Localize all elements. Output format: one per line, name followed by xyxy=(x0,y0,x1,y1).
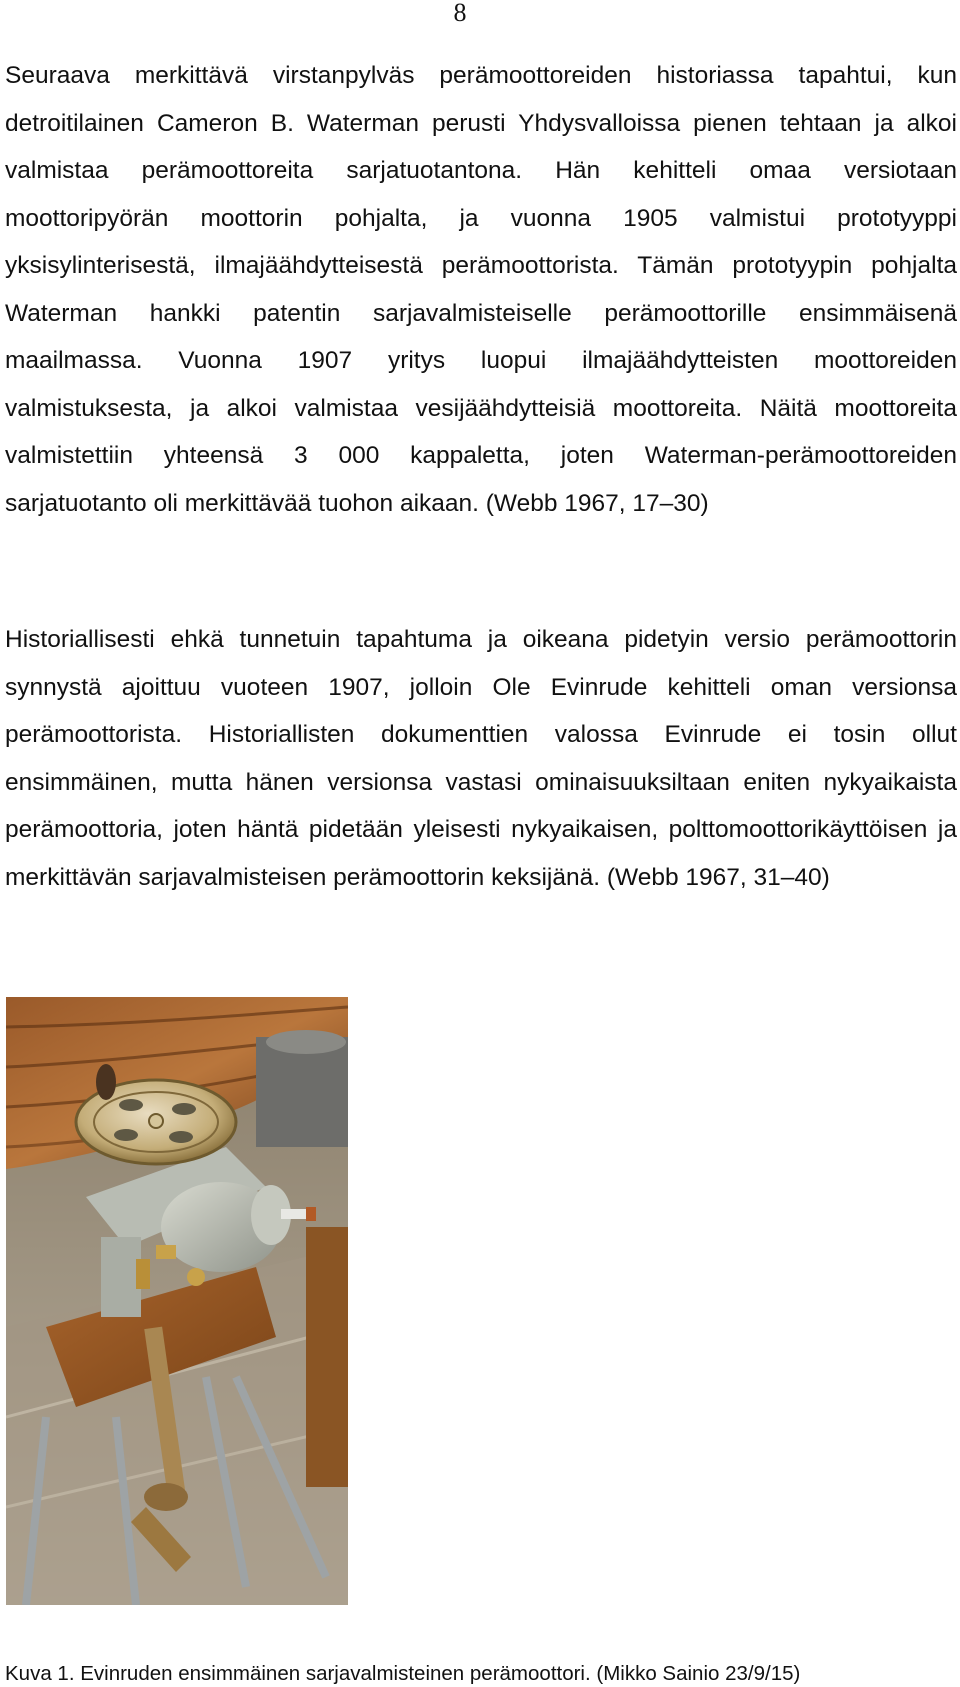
figure-photo xyxy=(6,997,348,1605)
body-paragraph: Historiallisesti ehkä tunnetuin tapahtuma ja oikeana pidetyin versio perämoottorin synnystä ajoittuu vuoteen 1907, jolloin Ole Evinrude kehitteli oman versionsa perämoottorista. Historiallisten dokumenttien valossa Evinrude ei tosin ollut ensimmäinen, mutta hänen versionsa vastasi ominaisuuksiltaan eniten nykyaikaista perämoottoria, joten häntä pidetään yleisesti nykyaikaisen, polttomoottorikäyttöisen ja merkittävän sarjavalmisteisen perämoottorin keksijänä. (Webb 1967, 31–40) xyxy=(5,626,957,891)
body-paragraph: Seuraava merkittävä virstanpylväs perämoottoreiden historiassa tapahtui, kun detroitilainen Cameron B. Waterman perusti Yhdysvalloissa pienen tehtaan ja alkoi valmistaa perämoottoreita sarjatuotantona. Hän kehitteli omaa versiotaan moottoripyörän moottorin pohjalta, ja vuonna 1905 valmistui prototyyppi yksisylinterisestä, ilmajäähdytteisestä perämoottorista. Tämän prototyypin pohjalta Waterman hankki patentin sarjavalmisteiselle perämoottorille ensimmäisenä maailmassa. Vuonna 1907 yritys luopui ilmajäähdytteisten moottoreiden valmistuksesta, ja alkoi valmistaa vesijäähdytteisiä moottoreita. Näitä moottoreita valmistettiin yhteensä 3 000 kappaletta, joten Waterman-perämoottoreiden sarjatuotanto oli merkittävää tuohon aikaan. (Webb 1967, 17–30) xyxy=(5,62,957,517)
figure-caption: Kuva 1. Evinruden ensimmäinen sarjavalmisteinen perämoottori. (Mikko Sainio 23/9/15) xyxy=(5,1662,801,1685)
page-number: 8 xyxy=(453,0,467,27)
